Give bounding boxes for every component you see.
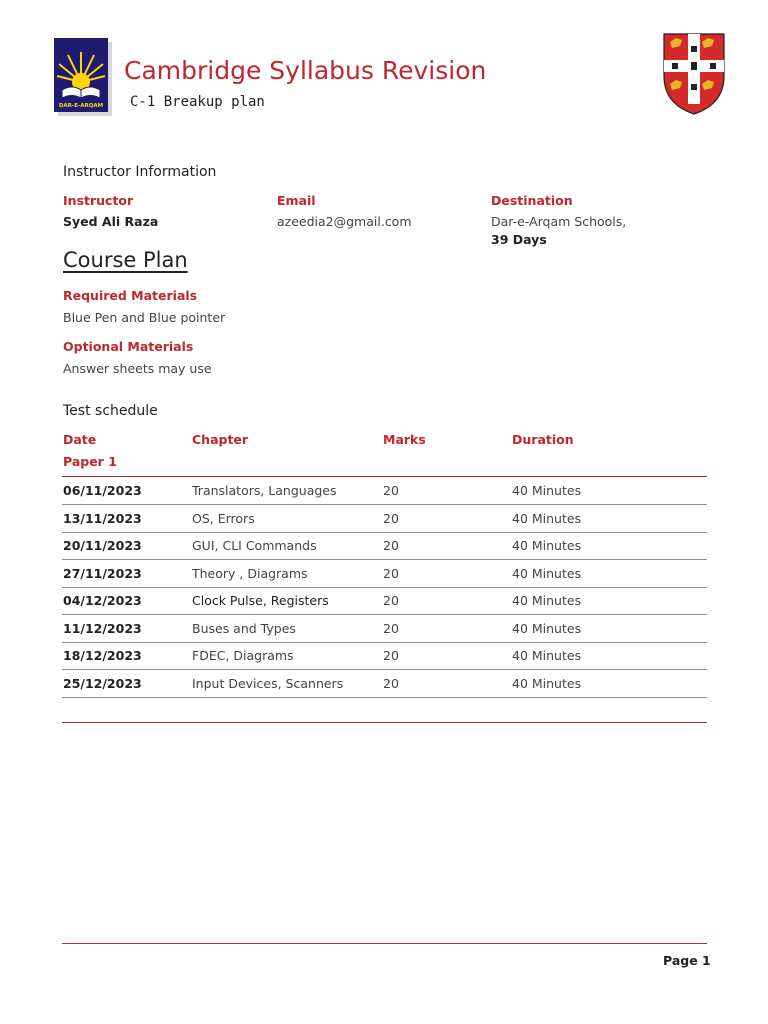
row-chapter: FDEC, Diagrams — [192, 648, 294, 663]
row-marks: 20 — [383, 676, 399, 691]
row-duration: 40 Minutes — [512, 648, 582, 663]
col-header-chapter: Chapter — [192, 432, 249, 447]
row-duration: 40 Minutes — [512, 593, 582, 608]
row-date: 27/11/2023 — [63, 566, 142, 581]
course-plan-heading: Course Plan — [63, 248, 188, 272]
destination-days: 39 Days — [491, 232, 547, 247]
row-date: 11/12/2023 — [63, 621, 142, 636]
row-chapter: OS, Errors — [192, 511, 255, 526]
optional-materials-label: Optional Materials — [63, 339, 194, 354]
email-label: Email — [277, 193, 316, 208]
col-header-date: Date — [63, 432, 97, 447]
section-divider — [62, 722, 707, 723]
required-materials-label: Required Materials — [63, 288, 198, 303]
row-chapter: Buses and Types — [192, 621, 296, 636]
document-title: Cambridge Syllabus Revision — [124, 56, 487, 85]
row-duration: 40 Minutes — [512, 621, 582, 636]
email-value: azeedia2@gmail.com — [277, 214, 412, 229]
row-duration: 40 Minutes — [512, 538, 582, 553]
table-row — [62, 560, 707, 588]
table-row — [62, 532, 707, 560]
row-date: 06/11/2023 — [63, 483, 142, 498]
row-marks: 20 — [383, 621, 399, 636]
table-row — [62, 642, 707, 670]
row-chapter: Translators, Languages — [192, 483, 337, 498]
row-chapter: Theory , Diagrams — [192, 566, 308, 581]
cambridge-crest-icon — [662, 32, 726, 116]
row-chapter: Input Devices, Scanners — [192, 676, 344, 691]
logo-caption: DAR-E-ARQAM — [58, 103, 104, 109]
row-date: 25/12/2023 — [63, 676, 142, 691]
row-chapter: GUI, CLI Commands — [192, 538, 317, 553]
optional-materials-value: Answer sheets may use — [63, 361, 212, 376]
row-marks: 20 — [383, 648, 399, 663]
row-duration: 40 Minutes — [512, 566, 582, 581]
school-logo — [54, 38, 108, 112]
page-number: Page 1 — [663, 953, 711, 968]
footer-divider — [62, 943, 707, 944]
row-date: 20/11/2023 — [63, 538, 142, 553]
table-row — [62, 587, 707, 615]
test-schedule-heading: Test schedule — [63, 403, 158, 419]
row-marks: 20 — [383, 483, 399, 498]
row-marks: 20 — [383, 593, 399, 608]
row-date: 04/12/2023 — [63, 593, 142, 608]
table-row — [62, 670, 707, 698]
sunburst-book-icon — [54, 38, 108, 112]
row-chapter: Clock Pulse, Registers — [192, 593, 329, 608]
instructor-value: Syed Ali Raza — [63, 214, 159, 229]
row-date: 18/12/2023 — [63, 648, 142, 663]
row-date: 13/11/2023 — [63, 511, 142, 526]
row-duration: 40 Minutes — [512, 511, 582, 526]
row-duration: 40 Minutes — [512, 483, 582, 498]
row-marks: 20 — [383, 538, 399, 553]
table-row — [62, 505, 707, 533]
row-marks: 20 — [383, 566, 399, 581]
instructor-label: Instructor — [63, 193, 134, 208]
required-materials-value: Blue Pen and Blue pointer — [63, 310, 226, 325]
destination-value: Dar-e-Arqam Schools, — [491, 214, 627, 229]
table-row — [62, 477, 707, 505]
col-header-marks: Marks — [383, 432, 426, 447]
table-row — [62, 615, 707, 643]
row-marks: 20 — [383, 511, 399, 526]
instructor-info-heading: Instructor Information — [63, 164, 217, 180]
col-header-duration: Duration — [512, 432, 574, 447]
paper-label: Paper 1 — [63, 454, 117, 469]
document-subtitle: C-1 Breakup plan — [130, 94, 265, 110]
destination-label: Destination — [491, 193, 573, 208]
row-duration: 40 Minutes — [512, 676, 582, 691]
